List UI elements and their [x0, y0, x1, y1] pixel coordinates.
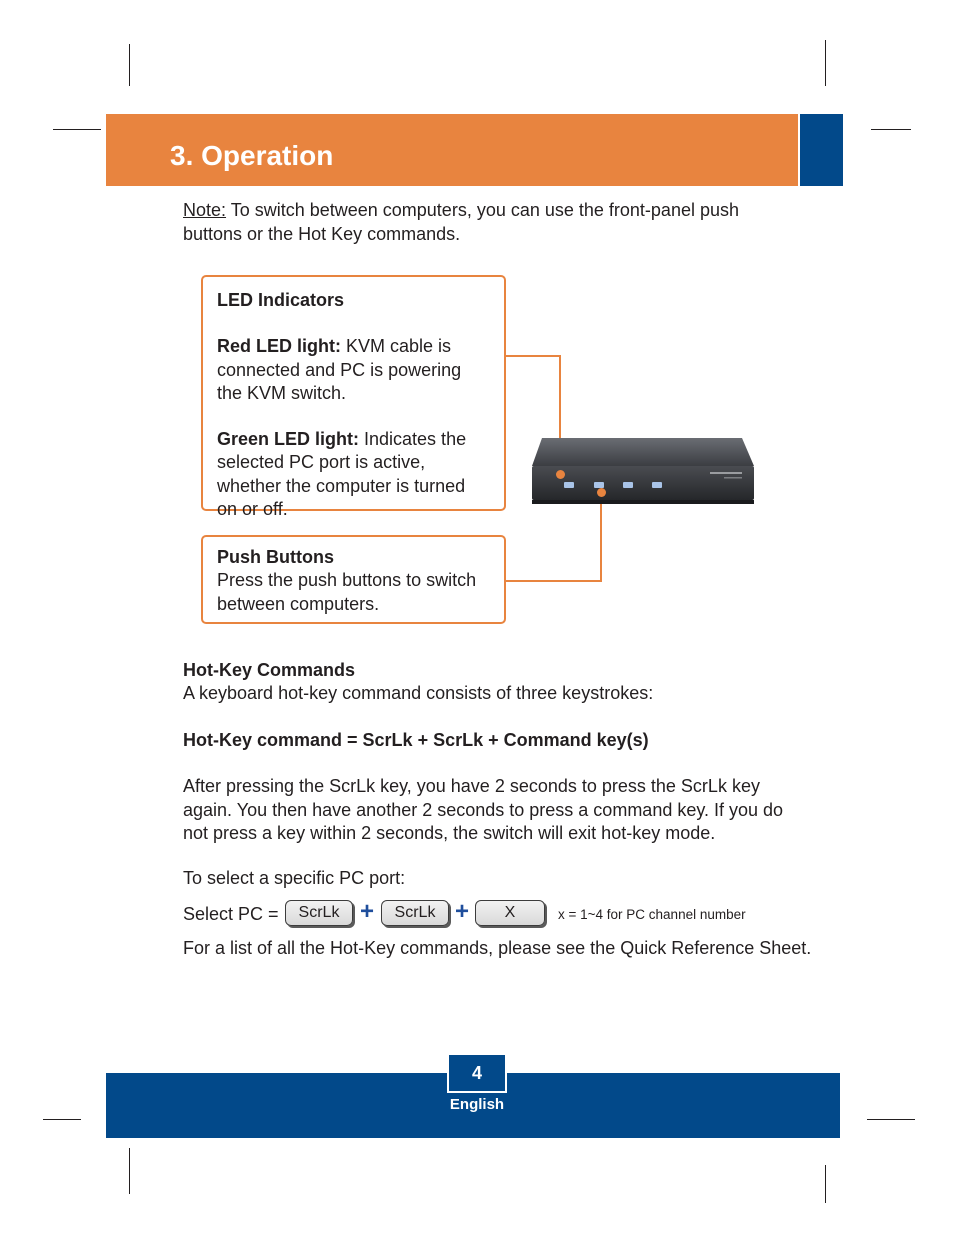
red-led-text: KVM cable is connected and PC is powering the KVM switch.: [217, 336, 462, 403]
green-led-description: [217, 428, 490, 521]
page-number: 4: [447, 1053, 507, 1093]
crop-mark: [53, 129, 101, 130]
hotkey-title: Hot-Key Commands: [183, 660, 356, 680]
header-tab: [800, 114, 843, 186]
note-paragraph: [183, 199, 783, 246]
led-indicators-callout: [201, 275, 506, 520]
note-label: Note:: [183, 200, 227, 220]
green-led-label: Green LED light:: [217, 429, 360, 450]
hotkey-formula: Hot-Key command = ScrLk + ScrLk + Command key(s): [183, 730, 649, 750]
crop-mark: [825, 40, 826, 86]
push-connector-line: [600, 493, 602, 582]
led-pointer-dot: [556, 470, 565, 479]
select-port-intro: To select a specific PC port:: [183, 868, 406, 888]
push-callout-text: Press the push buttons to switch between computers.: [217, 570, 477, 614]
red-led-description: [217, 335, 490, 405]
key-note: x = 1~4 for PC channel number: [558, 907, 746, 922]
command-key-x: X: [475, 900, 545, 926]
language-label: English: [449, 1096, 505, 1113]
crop-mark: [825, 1165, 826, 1203]
scrlk-key-1: ScrLk: [285, 900, 353, 926]
push-callout-title: Push Buttons: [217, 547, 334, 567]
led-connector-line: [505, 355, 561, 357]
crop-mark: [129, 1148, 130, 1194]
crop-mark: [129, 44, 130, 86]
push-buttons-callout: [201, 535, 506, 624]
led-callout-title: LED Indicators: [217, 290, 345, 310]
scrlk-key-2: ScrLk: [381, 900, 449, 926]
red-led-label: Red LED light:: [217, 336, 341, 357]
reference-note: For a list of all the Hot-Key commands, please see the Quick Reference Sheet.: [183, 938, 812, 958]
select-pc-label: Select PC =: [183, 904, 279, 924]
plus-sign: +: [455, 898, 470, 925]
button-pointer-dot: [597, 488, 606, 497]
page-title: 3. Operation: [170, 140, 334, 171]
hotkey-paragraph: After pressing the ScrLk key, you have 2 seconds to press the ScrLk key again. You then have another 2 seconds to press a command key. If you do not press a key within 2 seconds, the switch will exit hot-key mode.: [183, 776, 784, 843]
push-connector-line: [505, 580, 602, 582]
crop-mark: [871, 129, 911, 130]
plus-sign: +: [360, 898, 375, 925]
hotkey-description: A keyboard hot-key command consists of three keystrokes:: [183, 683, 654, 703]
note-text: To switch between computers, you can use the front-panel push buttons or the Hot Key commands.: [183, 200, 739, 244]
crop-mark: [43, 1119, 81, 1120]
crop-mark: [867, 1119, 915, 1120]
green-led-text: Indicates the selected PC port is active, whether the computer is turned on or off.: [217, 429, 467, 520]
